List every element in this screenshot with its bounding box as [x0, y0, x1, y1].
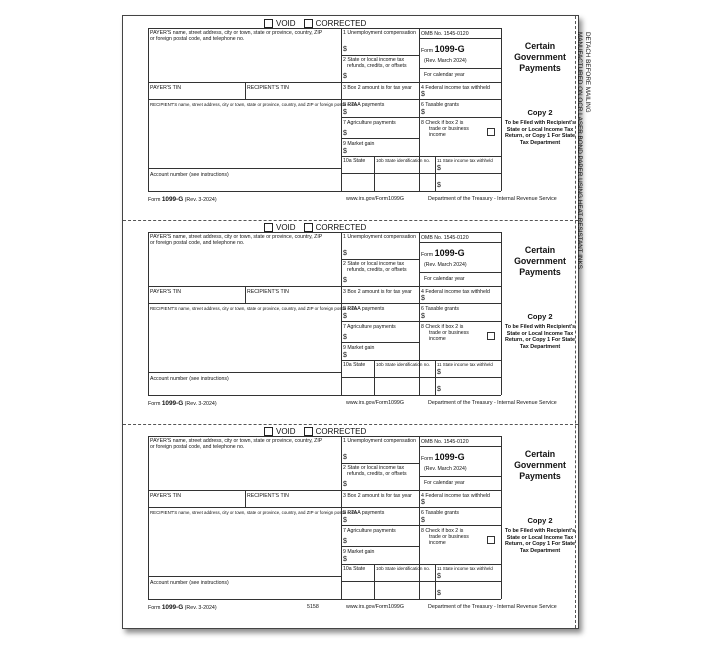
box10b-label: 10b State identification no. [376, 566, 431, 571]
box10b-label: 10b State identification no. [376, 158, 431, 163]
rule [341, 138, 419, 139]
corrected-checkbox[interactable] [304, 427, 313, 436]
rule [245, 490, 246, 507]
omb-number: OMB No. 1545-0120 [421, 439, 469, 445]
rule [501, 490, 502, 599]
void-label: VOID [276, 223, 296, 232]
rule [148, 507, 341, 508]
dollar-sign: $ [343, 481, 347, 488]
dollar-sign: $ [343, 454, 347, 461]
box8-checkbox[interactable] [487, 332, 495, 340]
form-title [501, 245, 579, 278]
footer-form-number: 1099-G [161, 196, 184, 203]
dollar-sign: $ [343, 334, 347, 341]
box11-label: 11 State income tax withheld [437, 158, 493, 163]
rule [341, 490, 501, 491]
box8-label: trade or business [429, 534, 469, 540]
payer-name-label: or foreign postal code, and telephone no. [150, 240, 245, 246]
box3-label: 3 Box 2 amount is for tax year [343, 493, 412, 499]
rule [341, 303, 501, 304]
dollar-sign: $ [343, 130, 347, 137]
form-copy [123, 220, 575, 423]
rule [341, 259, 419, 260]
footer-department: Department of the Treasury - Internal Revenue Service [428, 196, 557, 202]
rule [341, 117, 501, 118]
form-grid [148, 232, 501, 395]
form-number: 1099-G [434, 44, 465, 54]
recipient-tin-label: RECIPIENT'S TIN [247, 85, 289, 91]
box2-label: 2 State or local income tax [343, 465, 405, 471]
box10a-label: 10a State [343, 566, 366, 572]
box5-label: 5 RTAA payments [343, 102, 385, 108]
copy-label: Copy 2 [527, 108, 553, 117]
omb-number: OMB No. 1545-0120 [421, 31, 469, 37]
footer-url: www.irs.gov/Form1099G [346, 604, 404, 610]
footer-revision: (Rev. 3-2024) [184, 401, 217, 407]
form-id [421, 44, 465, 54]
void-corrected-row [256, 223, 366, 232]
rule [341, 232, 342, 395]
dollar-sign: $ [421, 91, 425, 98]
dollar-sign: $ [421, 109, 425, 116]
footer-form-id [148, 604, 217, 611]
rule [148, 303, 341, 304]
box5-label: 5 RTAA payments [343, 510, 385, 516]
form-grid [148, 28, 501, 191]
form-id [421, 452, 465, 462]
footer-revision: (Rev. 3-2024) [184, 197, 217, 203]
box10a-label: 10a State [343, 158, 366, 164]
rule [419, 272, 501, 273]
box10b-label: 10b State identification no. [376, 362, 431, 367]
box9-label: 9 Market gain [343, 141, 375, 147]
rule [341, 82, 501, 83]
footer-department: Department of the Treasury - Internal Revenue Service [428, 400, 557, 406]
box6-label: 6 Taxable grants [421, 306, 459, 312]
form-sheet [122, 15, 591, 629]
box11-label: 11 State income tax withheld [437, 566, 493, 571]
form-title-line: Certain [524, 245, 556, 255]
footer-form-word: Form [148, 605, 161, 611]
rule [501, 286, 502, 395]
box8-label: trade or business [429, 126, 469, 132]
rule [148, 599, 501, 600]
rule [419, 436, 420, 599]
dollar-sign: $ [437, 386, 441, 393]
footer-catalog-number: 5158 [307, 604, 319, 610]
footer-form-number: 1099-G [161, 400, 184, 407]
corrected-checkbox[interactable] [304, 223, 313, 232]
form-number: 1099-G [434, 248, 465, 258]
payer-name-label: PAYER'S name, street address, city or town, state or province, country, ZIP [150, 438, 323, 444]
account-number-label: Account number (see instructions) [150, 376, 229, 382]
form-word: Form [421, 252, 434, 258]
box7-label: 7 Agriculture payments [343, 528, 396, 534]
box6-label: 6 Taxable grants [421, 102, 459, 108]
box1-label: 1 Unemployment compensation [343, 30, 416, 36]
footer-revision: (Rev. 3-2024) [184, 605, 217, 611]
box8-label: income [429, 336, 446, 342]
rule [501, 82, 502, 191]
copy-description: To be Filed with Recipient's State or Local Income Tax Return, or Copy 1 For State Tax Department [504, 324, 576, 350]
box3-label: 3 Box 2 amount is for tax year [343, 85, 412, 91]
rule [341, 546, 419, 547]
box8-checkbox[interactable] [487, 128, 495, 136]
payer-tin-label: PAYER'S TIN [150, 493, 181, 499]
copy-description: To be Filed with Recipient's State or Local Income Tax Return, or Copy 1 For State Tax Department [504, 120, 576, 146]
void-checkbox[interactable] [264, 19, 273, 28]
rule [419, 232, 420, 395]
box1-label: 1 Unemployment compensation [343, 234, 416, 240]
footer-department: Department of the Treasury - Internal Revenue Service [428, 604, 557, 610]
form-title [501, 41, 579, 74]
rule [148, 372, 341, 373]
side-note-line: DETACH BEFORE MAILING [584, 32, 591, 113]
rule [341, 581, 501, 582]
footer-url: www.irs.gov/Form1099G [346, 400, 404, 406]
rule [341, 342, 419, 343]
account-number-label: Account number (see instructions) [150, 172, 229, 178]
calendar-year-label: For calendar year [424, 480, 465, 486]
rule [148, 436, 149, 599]
rule [341, 28, 342, 191]
form-word: Form [421, 48, 434, 54]
rule [341, 436, 342, 599]
dollar-sign: $ [437, 165, 441, 172]
dollar-sign: $ [437, 369, 441, 376]
omb-number: OMB No. 1545-0120 [421, 235, 469, 241]
corrected-label: CORRECTED [315, 223, 367, 232]
form-title-line: Government [514, 52, 566, 62]
box8-label: 8 Check if box 2 is [421, 120, 464, 126]
form-number: 1099-G [434, 452, 465, 462]
rule [341, 507, 501, 508]
form-copy [123, 16, 575, 219]
void-corrected-row [256, 427, 366, 436]
footer-form-id [148, 400, 217, 407]
payer-tin-label: PAYER'S TIN [150, 289, 181, 295]
dollar-sign: $ [437, 182, 441, 189]
box8-label: trade or business [429, 330, 469, 336]
form-title-line: Government [514, 460, 566, 470]
box9-label: 9 Market gain [343, 549, 375, 555]
rule [341, 360, 501, 361]
box8-label: 8 Check if box 2 is [421, 528, 464, 534]
rule [148, 436, 501, 437]
rule [148, 28, 149, 191]
box4-label: 4 Federal income tax withheld [421, 85, 490, 91]
dollar-sign: $ [343, 109, 347, 116]
payer-name-label: PAYER'S name, street address, city or town, state or province, country, ZIP [150, 234, 323, 240]
rule [341, 463, 419, 464]
revision-date: (Rev. March 2024) [424, 58, 467, 64]
box2-label: 2 State or local income tax [343, 57, 405, 63]
copy-description: To be Filed with Recipient's State or Local Income Tax Return, or Copy 1 For State Tax Department [504, 528, 576, 554]
rule [148, 232, 149, 395]
rule [419, 68, 501, 69]
rule [148, 232, 501, 233]
box7-label: 7 Agriculture payments [343, 120, 396, 126]
void-checkbox[interactable] [264, 427, 273, 436]
rule [148, 99, 341, 100]
form-id [421, 248, 465, 258]
payer-name-label: or foreign postal code, and telephone no. [150, 36, 245, 42]
rule [148, 28, 501, 29]
box1-label: 1 Unemployment compensation [343, 438, 416, 444]
copy-label: Copy 2 [527, 312, 553, 321]
recipient-name-label: RECIPIENT'S name, street address, city or town, state or province, country, and ZIP or foreign postal code [150, 510, 357, 515]
dollar-sign: $ [343, 250, 347, 257]
box2-label: refunds, credits, or offsets [347, 267, 407, 273]
rule [419, 476, 501, 477]
box5-label: 5 RTAA payments [343, 306, 385, 312]
form-copy [123, 424, 575, 627]
dollar-sign: $ [343, 313, 347, 320]
recipient-tin-label: RECIPIENT'S TIN [247, 289, 289, 295]
dollar-sign: $ [343, 148, 347, 155]
rule [148, 395, 501, 396]
footer-form-word: Form [148, 197, 161, 203]
footer-form-word: Form [148, 401, 161, 407]
form-title-line: Government [514, 256, 566, 266]
recipient-tin-label: RECIPIENT'S TIN [247, 493, 289, 499]
rule [341, 286, 501, 287]
void-label: VOID [276, 19, 296, 28]
box9-label: 9 Market gain [343, 345, 375, 351]
calendar-year-label: For calendar year [424, 72, 465, 78]
void-checkbox[interactable] [264, 223, 273, 232]
dollar-sign: $ [437, 573, 441, 580]
box11-label: 11 State income tax withheld [437, 362, 493, 367]
footer-form-id [148, 196, 217, 203]
box3-label: 3 Box 2 amount is for tax year [343, 289, 412, 295]
box2-label: refunds, credits, or offsets [347, 471, 407, 477]
form-title-line: Certain [524, 449, 556, 459]
box2-label: 2 State or local income tax [343, 261, 405, 267]
calendar-year-label: For calendar year [424, 276, 465, 282]
box2-label: refunds, credits, or offsets [347, 63, 407, 69]
rule [341, 99, 501, 100]
dollar-sign: $ [421, 517, 425, 524]
rule [341, 321, 501, 322]
rule [341, 525, 501, 526]
form-title-line: Certain [524, 41, 556, 51]
form-grid [148, 436, 501, 599]
rule [341, 55, 419, 56]
revision-date: (Rev. March 2024) [424, 262, 467, 268]
rule [341, 156, 501, 157]
payer-name-label: PAYER'S name, street address, city or town, state or province, country, ZIP [150, 30, 323, 36]
recipient-name-label: RECIPIENT'S name, street address, city or town, state or province, country, and ZIP or foreign postal code [150, 306, 357, 311]
rule [341, 173, 501, 174]
dollar-sign: $ [421, 295, 425, 302]
rule [341, 377, 501, 378]
dollar-sign: $ [343, 277, 347, 284]
box10a-label: 10a State [343, 362, 366, 368]
rule [245, 286, 246, 303]
box4-label: 4 Federal income tax withheld [421, 493, 490, 499]
recipient-name-label: RECIPIENT'S name, street address, city or town, state or province, country, and ZIP or foreign postal code [150, 102, 357, 107]
dollar-sign: $ [343, 352, 347, 359]
payer-tin-label: PAYER'S TIN [150, 85, 181, 91]
footer-form-number: 1099-G [161, 604, 184, 611]
dollar-sign: $ [343, 73, 347, 80]
corrected-label: CORRECTED [315, 427, 367, 436]
void-corrected-row [256, 19, 366, 28]
box8-label: income [429, 132, 446, 138]
corrected-label: CORRECTED [315, 19, 367, 28]
revision-date: (Rev. March 2024) [424, 466, 467, 472]
rule [245, 82, 246, 99]
box8-label: 8 Check if box 2 is [421, 324, 464, 330]
box6-label: 6 Taxable grants [421, 510, 459, 516]
payer-name-label: or foreign postal code, and telephone no. [150, 444, 245, 450]
form-title-line: Payments [519, 267, 561, 277]
rule [148, 191, 501, 192]
form-title-line: Payments [519, 471, 561, 481]
form-word: Form [421, 456, 434, 462]
box7-label: 7 Agriculture payments [343, 324, 396, 330]
rule [419, 28, 420, 191]
dollar-sign: $ [421, 313, 425, 320]
void-label: VOID [276, 427, 296, 436]
rule [419, 242, 501, 243]
side-note-line: MANUFACTURED ON OCR LASER BOND PAPER USING HEAT RESISTANT INKS [576, 32, 584, 269]
rule [419, 38, 501, 39]
rule [148, 576, 341, 577]
dollar-sign: $ [343, 46, 347, 53]
rule [419, 446, 501, 447]
rule [341, 564, 501, 565]
dollar-sign: $ [343, 538, 347, 545]
corrected-checkbox[interactable] [304, 19, 313, 28]
dollar-sign: $ [421, 499, 425, 506]
box4-label: 4 Federal income tax withheld [421, 289, 490, 295]
box8-label: income [429, 540, 446, 546]
account-number-label: Account number (see instructions) [150, 580, 229, 586]
form-title-line: Payments [519, 63, 561, 73]
footer-url: www.irs.gov/Form1099G [346, 196, 404, 202]
rule [148, 168, 341, 169]
dollar-sign: $ [343, 517, 347, 524]
dollar-sign: $ [437, 590, 441, 597]
dollar-sign: $ [343, 556, 347, 563]
box8-checkbox[interactable] [487, 536, 495, 544]
copy-label: Copy 2 [527, 516, 553, 525]
form-title [501, 449, 579, 482]
